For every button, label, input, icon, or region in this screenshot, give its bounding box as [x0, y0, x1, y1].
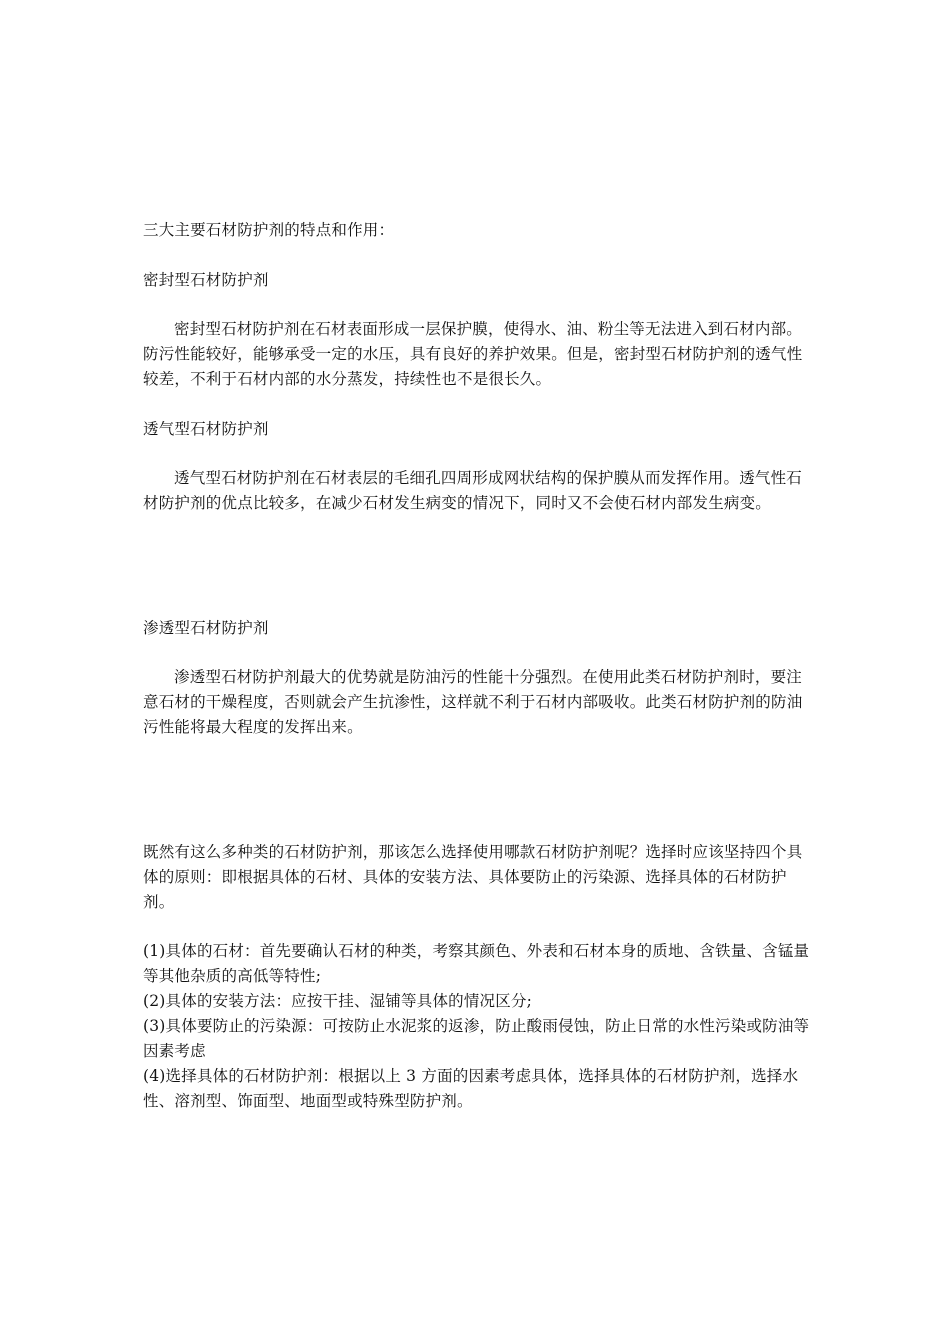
principle-item-4: (4)选择具体的石材防护剂：根据以上 3 方面的因素考虑具体，选择具体的石材防护剂，选择水性、溶剂型、饰面型、地面型或特殊型防护剂。 [143, 1067, 799, 1110]
principle-item-1: (1)具体的石材：首先要确认石材的种类，考察其颜色、外表和石材本身的质地、含铁量、含锰量等其他杂质的高低等特性; [143, 942, 810, 985]
principles-list [143, 939, 813, 1114]
section-heading-penetrating: 渗透型石材防护剂 [143, 619, 269, 637]
section-heading-sealing: 密封型石材防护剂 [143, 271, 269, 289]
principle-item-3: (3)具体要防止的污染源：可按防止水泥浆的返渗，防止酸雨侵蚀，防止日常的水性污染或防油等因素考虑 [143, 1017, 810, 1060]
intro-title: 三大主要石材防护剂的特点和作用： [143, 221, 395, 239]
section-body-breathable: 透气型石材防护剂在石材表层的毛细孔四周形成网状结构的保护膜从而发挥作用。透气性石材防护剂的优点比较多，在减少石材发生病变的情况下，同时又不会使石材内部发生病变。 [143, 469, 803, 512]
section-heading-breathable: 透气型石材防护剂 [143, 420, 269, 438]
section-body-penetrating: 渗透型石材防护剂最大的优势就是防油污的性能十分强烈。在使用此类石材防护剂时，要注意石材的干燥程度，否则就会产生抗渗性，这样就不利于石材内部吸收。此类石材防护剂的防油污性能将最大程度的发挥出来。 [143, 668, 803, 736]
section-body-sealing: 密封型石材防护剂在石材表面形成一层保护膜，使得水、油、粉尘等无法进入到石材内部。防污性能较好，能够承受一定的水压，具有良好的养护效果。但是，密封型石材防护剂的透气性较差，不利于石材内部的水分蒸发，持续性也不是很长久。 [143, 320, 803, 388]
principle-item-2: (2)具体的安装方法：应按干挂、湿铺等具体的情况区分; [143, 992, 533, 1010]
selection-intro: 既然有这么多种类的石材防护剂，那该怎么选择使用哪款石材防护剂呢？选择时应该坚持四个具体的原则：即根据具体的石材、具体的安装方法、具体要防止的污染源、选择具体的石材防护剂。 [143, 843, 803, 911]
